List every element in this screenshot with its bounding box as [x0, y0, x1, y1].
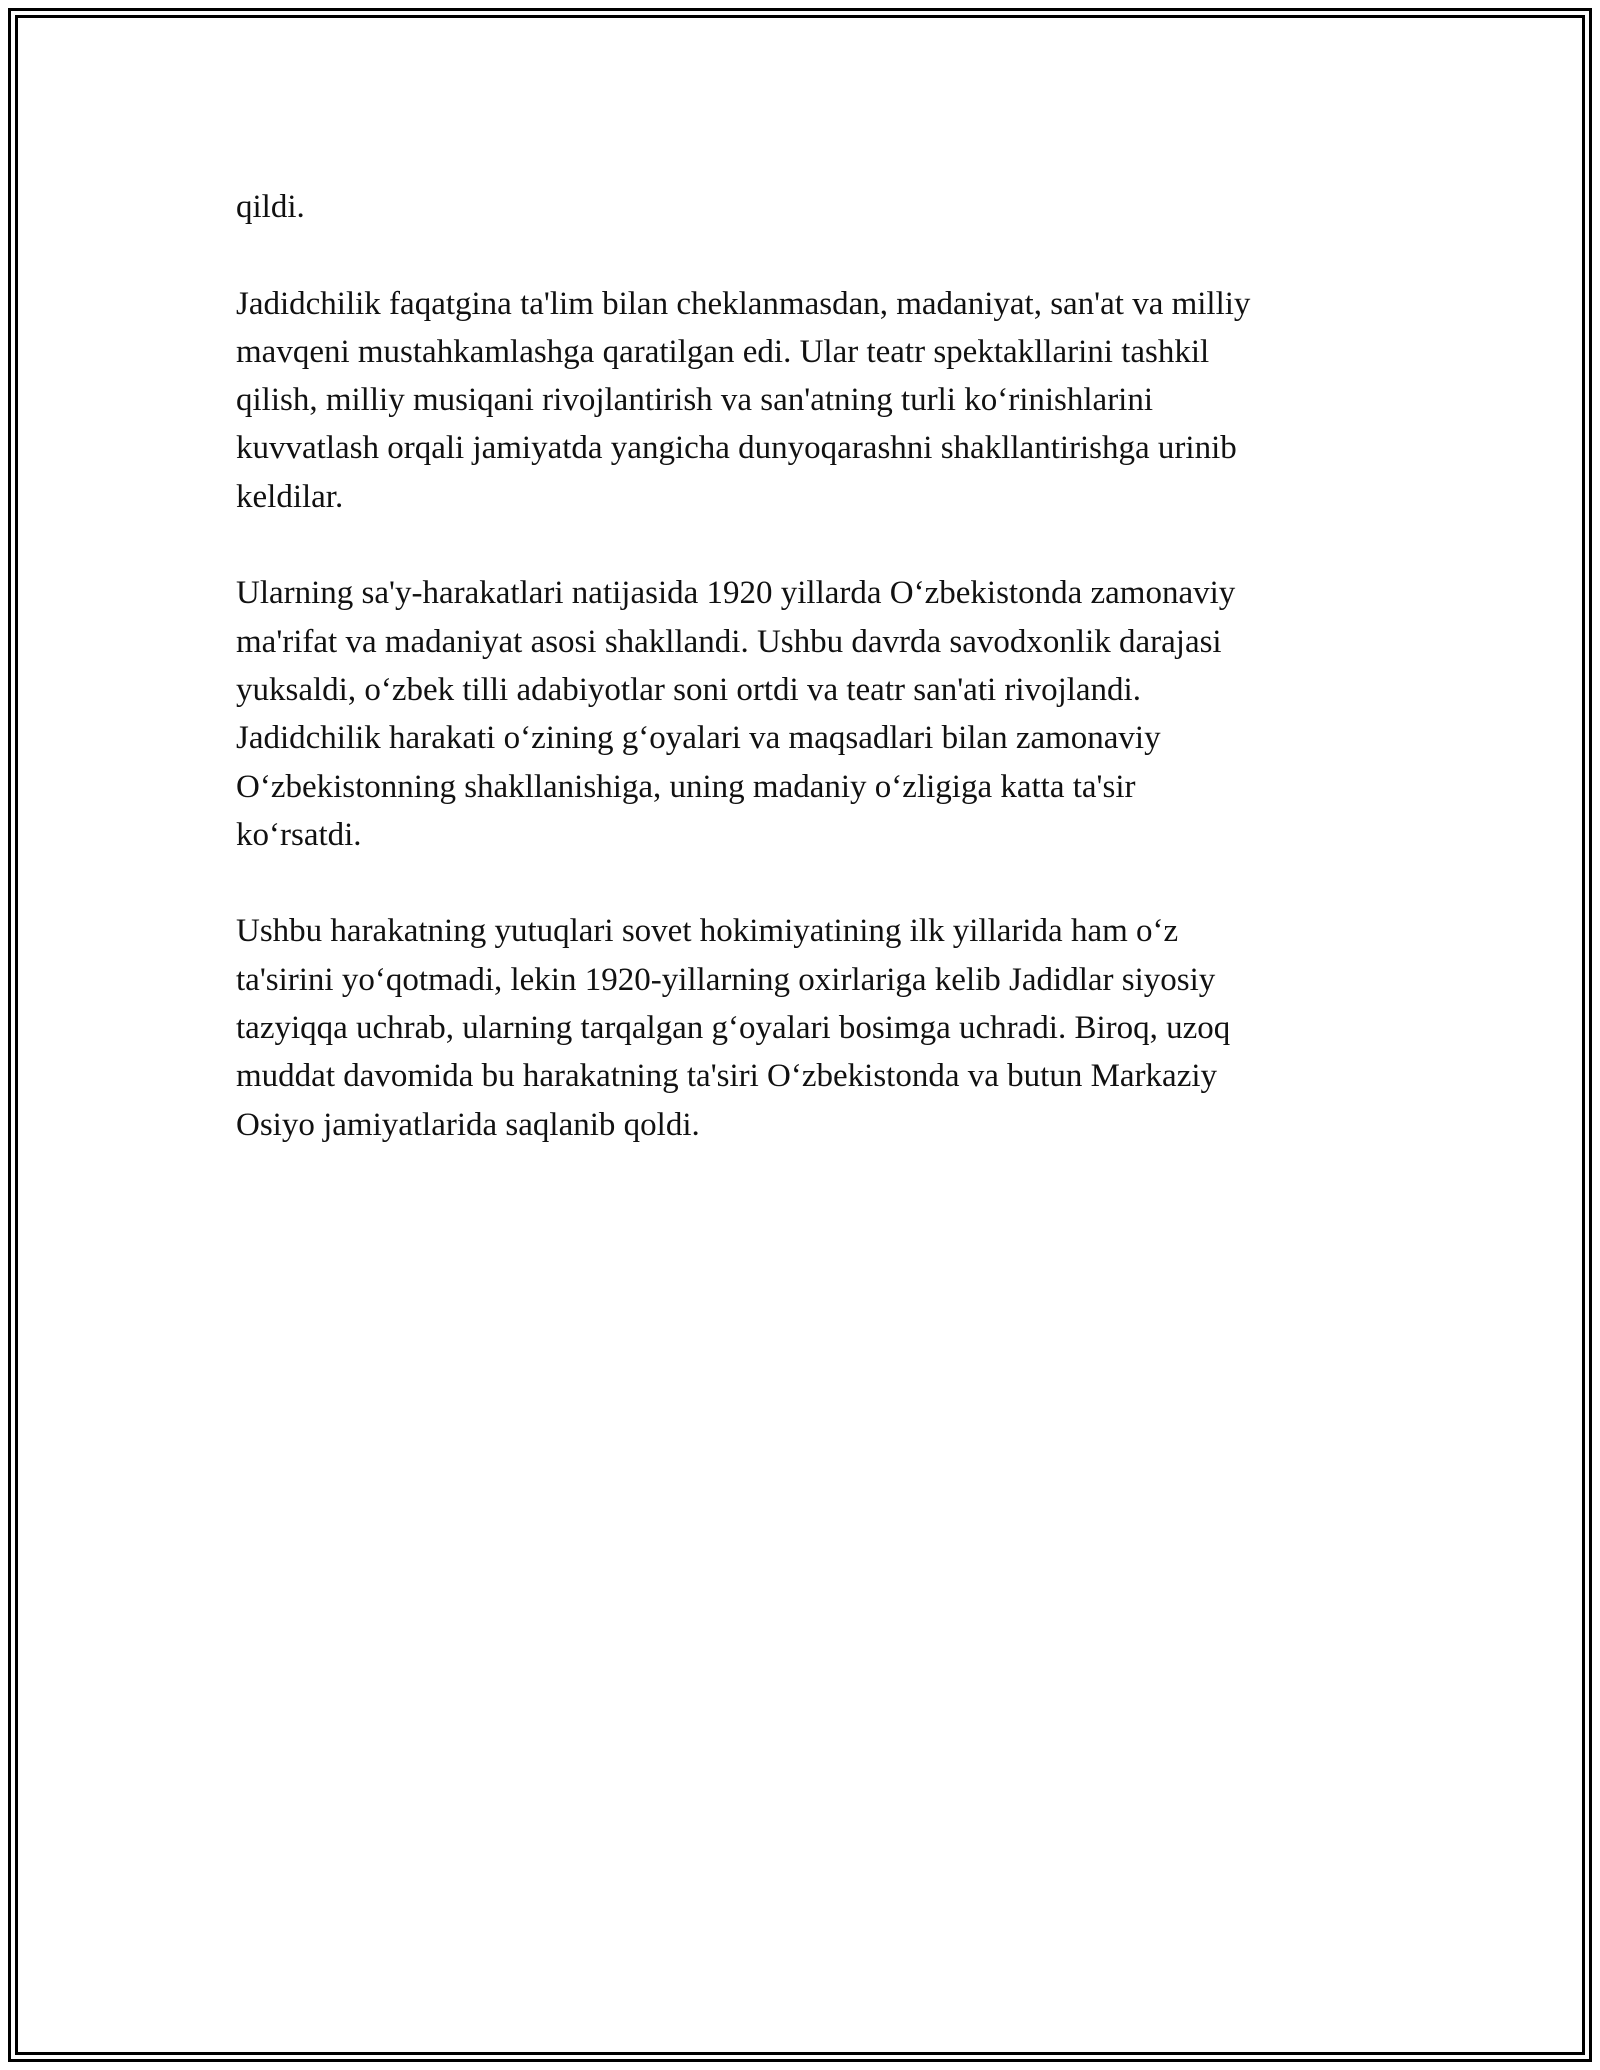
paragraph-results-1920s: Ularning sa'y-harakatlari natijasida 1920 yillarda O‘zbekistonda zamonaviy ma'rifat va madaniyat asosi shakllandi. Ushbu davrda savodxonlik darajasi yuksaldi, o‘zbek tilli adabiyotlar soni ortdi va teatr san'ati rivojlandi. Jadidchilik harakati o‘zining g‘oyalari va maqsadlari bilan zamonaviy O‘zbekistonning shakllanishiga, uning madaniy o‘zligiga katta ta'sir ko‘rsatdi. [236, 575, 1236, 853]
paragraph-continuation: qildi. [236, 189, 305, 225]
document-body [236, 183, 1376, 1197]
paragraph-jadidism-culture: Jadidchilik faqatgina ta'lim bilan cheklanmasdan, madaniyat, san'at va milliy mavqeni mustahkamlashga qaratilgan edi. Ular teatr spektakllarini tashkil qilish, milliy musiqani rivojlantirish va san'atning turli ko‘rinishlarini kuvvatlash orqali jamiyatda yangicha dunyoqarashni shakllantirishga urinib keldilar. [236, 285, 1251, 515]
paragraph-soviet-era-legacy: Ushbu harakatning yutuqlari sovet hokimiyatining ilk yillarida ham o‘z ta'sirini yo‘qotmadi, lekin 1920-yillarning oxirlariga kelib Jadidlar siyosiy tazyiqqa uchrab, ularning tarqalgan g‘oyalari bosimga uchradi. Biroq, uzoq muddat davomida bu harakatning ta'siri O‘zbekistonda va butun Markaziy Osiyo jamiyatlarida saqlanib qoldi. [236, 913, 1231, 1143]
